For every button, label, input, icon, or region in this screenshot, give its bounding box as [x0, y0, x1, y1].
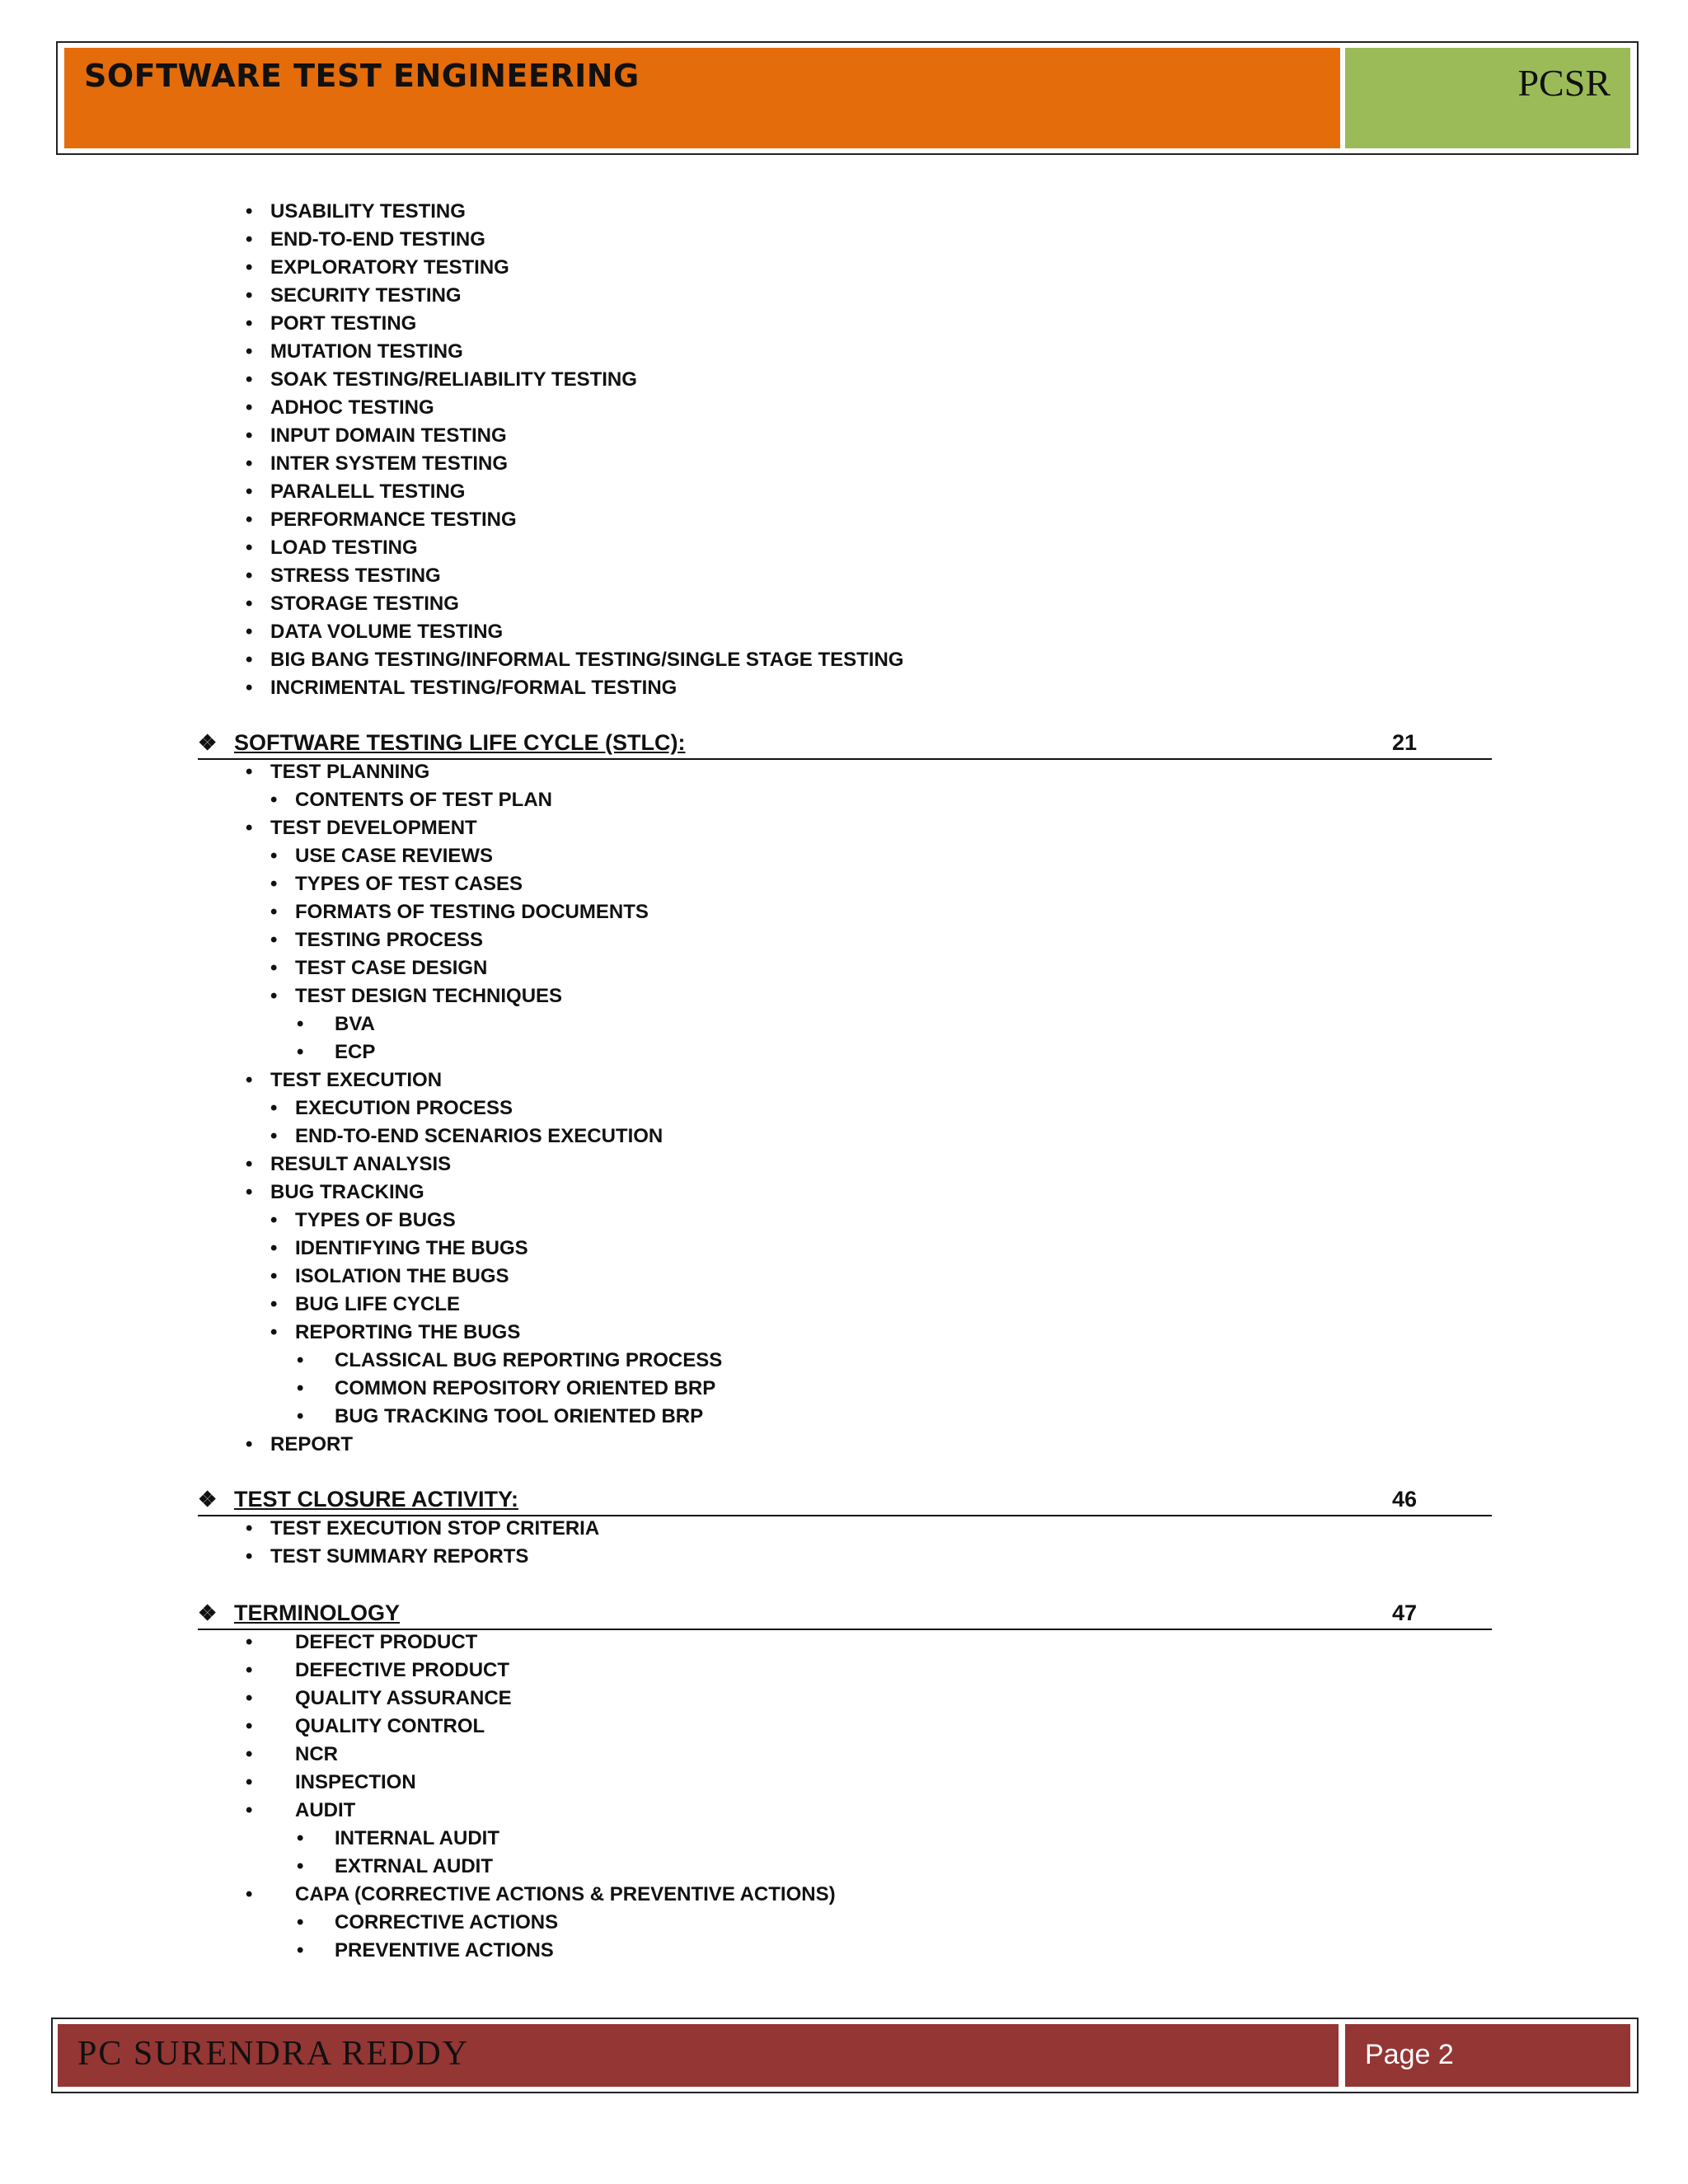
bullet-dot-icon: • — [270, 1097, 278, 1119]
bullet-dot-icon: • — [270, 845, 278, 867]
list-item: • LOAD TESTING — [246, 534, 418, 562]
bullet-dot-icon: • — [297, 1377, 304, 1399]
list-item: • DEFECTIVE PRODUCT — [246, 1657, 509, 1685]
list-item: • TEST PLANNING — [246, 758, 429, 786]
list-item: • USE CASE REVIEWS — [270, 842, 493, 870]
bullet-dot-icon: • — [297, 1911, 304, 1933]
list-item: • SECURITY TESTING — [246, 282, 462, 310]
bullet-dot-icon: • — [246, 396, 253, 419]
bullet-dot-icon: • — [270, 985, 278, 1007]
list-item: • CLASSICAL BUG REPORTING PROCESS — [297, 1347, 722, 1375]
bullet-dot-icon: • — [270, 1237, 278, 1259]
bullet-dot-icon: • — [246, 256, 253, 279]
bullet-dot-icon: • — [246, 200, 253, 223]
bullet-dot-icon: • — [270, 1209, 278, 1231]
bullet-dot-icon: • — [297, 1855, 304, 1877]
list-item: • TEST DEVELOPMENT — [246, 814, 477, 842]
section-page-number: 21 — [1392, 730, 1418, 755]
section-heading-stlc[interactable]: ❖ SOFTWARE TESTING LIFE CYCLE (STLC): 21 — [198, 729, 1492, 760]
bullet-dot-icon: • — [246, 1687, 253, 1709]
bullet-dot-icon: • — [246, 1883, 253, 1905]
list-item: • RESULT ANALYSIS — [246, 1151, 451, 1179]
list-item: • PREVENTIVE ACTIONS — [297, 1937, 554, 1965]
list-item: • TEST EXECUTION — [246, 1066, 442, 1094]
bullet-dot-icon: • — [246, 340, 253, 363]
bullet-dot-icon: • — [270, 873, 278, 895]
bullet-dot-icon: • — [246, 1771, 253, 1793]
list-item: • STORAGE TESTING — [246, 590, 459, 618]
bullet-dot-icon: • — [246, 509, 253, 531]
list-item: • QUALITY CONTROL — [246, 1713, 485, 1741]
section-heading-terminology[interactable]: ❖ TERMINOLOGY 47 — [198, 1599, 1492, 1630]
list-item: • BVA — [297, 1010, 375, 1038]
section-page-number: 46 — [1392, 1487, 1418, 1511]
list-item: • PERFORMANCE TESTING — [246, 506, 517, 534]
list-item: • DEFECT PRODUCT — [246, 1629, 477, 1657]
bullet-dot-icon: • — [297, 1013, 304, 1035]
list-item: • TYPES OF BUGS — [270, 1207, 456, 1235]
bullet-dot-icon: • — [246, 621, 253, 643]
bullet-dot-icon: • — [246, 1743, 253, 1765]
list-item: • INCRIMENTAL TESTING/FORMAL TESTING — [246, 674, 677, 702]
bullet-dot-icon: • — [270, 929, 278, 951]
section-page-number: 47 — [1392, 1601, 1418, 1625]
bullet-dot-icon: • — [297, 1041, 304, 1063]
list-item: • NCR — [246, 1741, 338, 1769]
list-item: • TEST DESIGN TECHNIQUES — [270, 982, 562, 1010]
brand-label: PCSR — [1517, 62, 1611, 104]
bullet-dot-icon: • — [270, 1321, 278, 1343]
list-item: • STRESS TESTING — [246, 562, 441, 590]
bullet-dot-icon: • — [297, 1827, 304, 1849]
list-item: • TEST SUMMARY REPORTS — [246, 1543, 528, 1571]
bullet-dot-icon: • — [246, 284, 253, 307]
footer-author-bar — [58, 2024, 1339, 2087]
list-item: • TEST CASE DESIGN — [270, 954, 487, 982]
bullet-dot-icon: • — [297, 1939, 304, 1961]
bullet-dot-icon: • — [246, 452, 253, 475]
bullet-dot-icon: • — [246, 1517, 253, 1540]
list-item: • INPUT DOMAIN TESTING — [246, 422, 507, 450]
list-item: • IDENTIFYING THE BUGS — [270, 1235, 528, 1263]
list-item: • COMMON REPOSITORY ORIENTED BRP — [297, 1375, 715, 1403]
bullet-dot-icon: • — [246, 1631, 253, 1653]
list-item: • FORMATS OF TESTING DOCUMENTS — [270, 898, 649, 926]
list-item: • AUDIT — [246, 1797, 355, 1825]
bullet-dot-icon: • — [246, 677, 253, 699]
author-name: PC SURENDRA REDDY — [77, 2035, 470, 2073]
list-item: • QUALITY ASSURANCE — [246, 1685, 512, 1713]
list-item: • BUG LIFE CYCLE — [270, 1291, 460, 1319]
list-item: • MUTATION TESTING — [246, 338, 463, 366]
list-item: • BIG BANG TESTING/INFORMAL TESTING/SINGLE STAGE TESTING — [246, 646, 903, 674]
bullet-dot-icon: • — [297, 1405, 304, 1427]
bullet-dot-icon: • — [246, 1799, 253, 1821]
list-item: • PORT TESTING — [246, 310, 416, 338]
diamond-bullet-icon: ❖ — [198, 730, 218, 755]
list-item: • REPORT — [246, 1431, 353, 1459]
list-item: • TESTING PROCESS — [270, 926, 483, 954]
bullet-dot-icon: • — [270, 1125, 278, 1147]
bullet-dot-icon: • — [246, 1433, 253, 1455]
bullet-dot-icon: • — [297, 1349, 304, 1371]
list-item: • REPORTING THE BUGS — [270, 1319, 520, 1347]
list-item: • ECP — [297, 1038, 375, 1066]
bullet-dot-icon: • — [270, 901, 278, 923]
list-item: • ISOLATION THE BUGS — [270, 1263, 509, 1291]
page-number: Page 2 — [1365, 2039, 1454, 2070]
list-item: • EXECUTION PROCESS — [270, 1094, 513, 1122]
list-item: • END-TO-END TESTING — [246, 226, 485, 254]
bullet-dot-icon: • — [270, 1265, 278, 1287]
list-item: • CONTENTS OF TEST PLAN — [270, 786, 552, 814]
bullet-dot-icon: • — [246, 1715, 253, 1737]
bullet-dot-icon: • — [246, 312, 253, 335]
document-title: SOFTWARE TEST ENGINEERING — [84, 58, 640, 94]
bullet-dot-icon: • — [246, 1545, 253, 1568]
diamond-bullet-icon: ❖ — [198, 1601, 218, 1625]
list-item: • EXPLORATORY TESTING — [246, 254, 509, 282]
bullet-dot-icon: • — [246, 424, 253, 447]
list-item: • TEST EXECUTION STOP CRITERIA — [246, 1515, 599, 1543]
bullet-dot-icon: • — [246, 593, 253, 615]
header-title-bar — [64, 48, 1340, 148]
bullet-dot-icon: • — [246, 761, 253, 783]
list-item: • CAPA (CORRECTIVE ACTIONS & PREVENTIVE ACTIONS) — [246, 1881, 836, 1909]
list-item: • DATA VOLUME TESTING — [246, 618, 503, 646]
list-item: • PARALELL TESTING — [246, 478, 465, 506]
diamond-bullet-icon: ❖ — [198, 1487, 218, 1511]
bullet-dot-icon: • — [246, 565, 253, 587]
section-heading-test-closure[interactable]: ❖ TEST CLOSURE ACTIVITY: 46 — [198, 1485, 1492, 1516]
bullet-dot-icon: • — [246, 1659, 253, 1681]
list-item: • SOAK TESTING/RELIABILITY TESTING — [246, 366, 637, 394]
bullet-dot-icon: • — [246, 368, 253, 391]
header-brand-bar — [1345, 48, 1630, 148]
footer-page-bar — [1345, 2024, 1630, 2087]
list-item: • INSPECTION — [246, 1769, 416, 1797]
bullet-dot-icon: • — [246, 480, 253, 503]
list-item: • BUG TRACKING — [246, 1179, 424, 1207]
bullet-dot-icon: • — [270, 789, 278, 811]
bullet-dot-icon: • — [246, 1153, 253, 1175]
bullet-dot-icon: • — [246, 1069, 253, 1091]
list-item: • CORRECTIVE ACTIONS — [297, 1909, 558, 1937]
bullet-dot-icon: • — [270, 1293, 278, 1315]
list-item: • END-TO-END SCENARIOS EXECUTION — [270, 1122, 663, 1151]
list-item: • INTER SYSTEM TESTING — [246, 450, 508, 478]
bullet-dot-icon: • — [246, 817, 253, 839]
bullet-dot-icon: • — [246, 228, 253, 251]
list-item: • EXTRNAL AUDIT — [297, 1853, 493, 1881]
list-item: • BUG TRACKING TOOL ORIENTED BRP — [297, 1403, 703, 1431]
bullet-dot-icon: • — [246, 537, 253, 559]
bullet-dot-icon: • — [246, 1181, 253, 1203]
list-item: • TYPES OF TEST CASES — [270, 870, 523, 898]
bullet-dot-icon: • — [270, 957, 278, 979]
list-item: • INTERNAL AUDIT — [297, 1825, 499, 1853]
list-item: • ADHOC TESTING — [246, 394, 434, 422]
bullet-dot-icon: • — [246, 649, 253, 671]
list-item: • USABILITY TESTING — [246, 198, 466, 226]
